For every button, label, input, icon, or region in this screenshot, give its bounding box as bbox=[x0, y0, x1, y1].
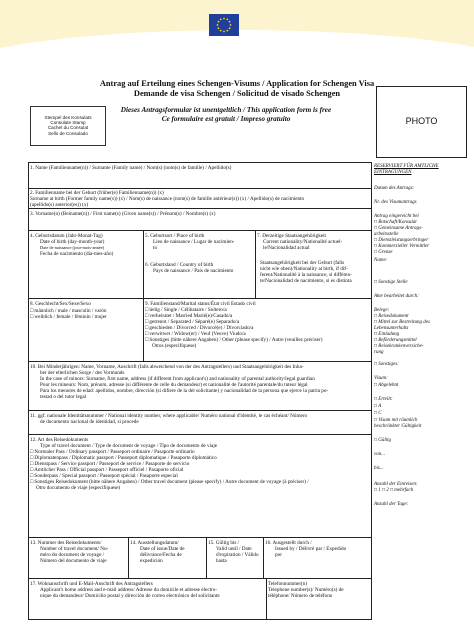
sidebar-name-label: Name: bbox=[374, 258, 388, 263]
visa-type-a-checkbox[interactable]: □ A bbox=[374, 404, 382, 409]
field-14-text: expedición bbox=[140, 558, 163, 564]
field-13-text: Número del documento de viaje bbox=[40, 558, 107, 564]
doc-travel-checkbox[interactable]: □ Reisedokument bbox=[374, 314, 409, 319]
field-7-text: le/Nacionalidad actual bbox=[263, 245, 310, 251]
submitted-embassy-checkbox[interactable]: □ Botschaft/Konsulat bbox=[374, 220, 417, 225]
field-7-text: Current nationality/Nationalité actuel- bbox=[263, 239, 343, 245]
visa-type-c-checkbox[interactable]: □ C bbox=[374, 411, 382, 416]
doc-insurance-checkbox[interactable]: □ Reisekrankenversiche- bbox=[374, 344, 424, 349]
field-13-doc-number[interactable]: 13. Nummer des Reisedokuments/ bbox=[30, 540, 102, 546]
field-15-text: d'expiration / Válido bbox=[216, 552, 259, 558]
field-14-text: délivrance/Fecha de bbox=[140, 552, 182, 558]
sex-male-checkbox[interactable]: □ männlich / male / masculin / varón bbox=[30, 308, 107, 314]
marital-married-checkbox[interactable]: □ verheiratet / Married Marié(e)/Casado/a bbox=[145, 313, 233, 319]
field-1-surname[interactable]: 1. Name (Familienname(n)) / Surname (Family name) / Nom(s) (nom(s) de famille) / Apellido(s) bbox=[30, 165, 232, 171]
visa-refused-checkbox[interactable]: □ Abgelehnt bbox=[374, 383, 399, 388]
marital-separated-checkbox[interactable]: □ getrennt / Separated / Séparé(e) Separado/a bbox=[145, 319, 240, 325]
row-divider bbox=[28, 361, 372, 362]
visa-issued-checkbox[interactable]: □ Erteilt: bbox=[374, 397, 393, 402]
submitted-other-checkbox[interactable]: □ Sonstige Stelle bbox=[374, 280, 408, 285]
stamp-line: Sello de Consulado bbox=[48, 130, 88, 136]
form-subtitle: Demande de visa Schengen / Solicitud de visado Schengen bbox=[133, 89, 341, 98]
col-divider bbox=[263, 537, 264, 578]
sidebar-text: rung bbox=[374, 350, 384, 355]
row-divider bbox=[28, 578, 372, 579]
field-17-home-address[interactable]: 17. Wohnanschrift und E-Mail-Anschrift des Antragstellers bbox=[30, 581, 153, 587]
valid-to-field[interactable]: bis... bbox=[374, 466, 384, 471]
field-16-issued-by[interactable]: 16. Ausgestellt durch / bbox=[265, 540, 312, 546]
marital-single-checkbox[interactable]: □ ledig / Single / Célibataire / Soltero/a bbox=[145, 307, 227, 313]
field-2-surname-at-birth[interactable]: 2. Familienname bei der Geburt (früher(e) Familienname(n)) (x) bbox=[30, 190, 164, 196]
row-divider bbox=[28, 298, 372, 299]
photo-label: PHOTO bbox=[405, 116, 438, 126]
field-12-text: Otro documento de viaje (especifíquese) bbox=[36, 485, 121, 491]
eu-flag-stars bbox=[209, 14, 239, 36]
doc-diplomatic-passport-checkbox[interactable]: □ Diplomatenpass / Diplomatic passport / Passeport diplomatique / Pasaporte diplomático bbox=[30, 455, 217, 461]
sidebar-heading: EINTRAGUNGEN bbox=[374, 170, 412, 175]
field-10-text: Pour les mineurs: Nom, prénom, adresse (si différente de celle du demandeur) et nationalité de l'autorité parentale/du tuteur légal bbox=[40, 382, 308, 388]
field-2-text: (apellido(s) anterior(es)) (x) bbox=[30, 202, 89, 208]
field-17-text: nique du demandeur/ Domicilio postal y dirección de correo electrónico del solicitante bbox=[40, 593, 220, 599]
field-10-text: ber der elterlichen Sorge / des Vormunds bbox=[40, 370, 125, 376]
doc-other-checkbox[interactable]: □ Sonstiges Reisedokument (bitte nähere Angaben) / Other travel document (please specify) / Autre document de voyage (à préciser) / bbox=[30, 479, 309, 485]
stamp-line: Stempel des Konsulats bbox=[44, 115, 92, 120]
stamp-line: Cachet du Consulat bbox=[47, 125, 89, 131]
field-2-text: Surname at birth (Former family name(s)) (x) / Nom(s) de naissance (nom(s) de famille antérieur(s)) (x) / Apellido(s) de nacimiento bbox=[30, 196, 305, 202]
col-divider bbox=[143, 298, 144, 361]
submitted-provider-checkbox[interactable]: □ Dienstleistungserbringer bbox=[374, 238, 429, 243]
field-16-text: por bbox=[275, 552, 282, 558]
free-form-notice-2: Ce formulaire est gratuit / Impreso gratuito bbox=[161, 115, 291, 123]
field-6-text: Pays de naissance / País de nacimiento bbox=[153, 268, 234, 274]
col-divider bbox=[206, 537, 207, 578]
field-10-text: testad o del tutor legal bbox=[40, 394, 87, 400]
field-10-text: In the case of minors: Surname, first name, address (if different from applicant's) and nationality of parental authority/legal guardian bbox=[40, 376, 315, 382]
field-12-text: Type of travel document / Type de document de voyage / Tipo de documento de viaje bbox=[40, 443, 218, 449]
field-14-text: Date of issue/Date de bbox=[140, 546, 185, 552]
col-divider bbox=[255, 230, 256, 298]
field-15-text: Valid until / Date bbox=[216, 546, 252, 552]
field-4-date-of-birth[interactable]: 4. Geburtsdatum (Jahr-Monat-Tag) bbox=[30, 233, 103, 239]
marital-widow-checkbox[interactable]: □ verwitwet / Widow(er) / Veuf (Veuve) Viudo/a bbox=[145, 331, 246, 337]
photo-box[interactable] bbox=[376, 86, 467, 158]
file-handled-by-label[interactable]: Akte bearbeitet durch: bbox=[374, 294, 419, 299]
field-7-text: ferent/Nationalité à la naissance, si différen- bbox=[260, 272, 352, 278]
marital-other-checkbox[interactable]: □ Sonstiges (bitte nähere Angaben) / Other (please specify) / Autre (veuillez préciser) bbox=[145, 337, 323, 343]
submitted-at-label: Antrag eingereicht bei bbox=[374, 214, 419, 219]
sidebar-text: arbeitsstelle bbox=[374, 232, 399, 237]
field-15-text: hasta bbox=[216, 558, 227, 564]
doc-invitation-checkbox[interactable]: □ Einladung bbox=[374, 332, 400, 337]
field-7-text: te/Nacionalidad de nacimiento, si es distinta bbox=[260, 278, 352, 284]
field-12-travel-doc-type: 12. Art des Reisedokuments bbox=[30, 437, 89, 443]
row-divider bbox=[28, 410, 372, 411]
row-divider bbox=[28, 434, 372, 435]
field-5-place-of-birth[interactable]: 5. Geburtsort / Place of birth bbox=[145, 233, 205, 239]
doc-transport-checkbox[interactable]: □ Beförderungsmittel bbox=[374, 338, 417, 343]
free-form-notice: Dieses Antragsformular ist unentgeltlich / This application form is free bbox=[120, 106, 332, 114]
eu-flag-icon bbox=[209, 14, 239, 36]
stamp-line: Consulate Stamp bbox=[50, 120, 86, 126]
doc-means-checkbox[interactable]: □ Mittel zur Bestreitung des bbox=[374, 320, 430, 325]
marital-divorced-checkbox[interactable]: □ geschieden / Divorced / Divorcé(e) / Divorciado/a bbox=[145, 325, 254, 331]
sidebar-heading: RESERVIERT FÜR AMTLICHE bbox=[374, 164, 439, 169]
field-5-text: to bbox=[153, 245, 158, 251]
field-6-country-of-birth[interactable]: 6. Geburtsland / Country of birth bbox=[145, 262, 214, 268]
field-7-nationality[interactable]: 7. Derzeitige Staatsangehörigkeit bbox=[257, 233, 326, 239]
sex-female-checkbox[interactable]: □ weiblich / female / féminin / mujer bbox=[30, 314, 107, 320]
form-title: Antrag auf Erteilung eines Schengen-Visums / Application for Schengen Visa bbox=[99, 79, 375, 88]
documents-label: Belege: bbox=[374, 308, 390, 313]
application-date-label[interactable]: Datum des Antrags: bbox=[374, 186, 415, 191]
doc-official-passport-checkbox[interactable]: □ Amtlicher Pass / Official passport / Passeport officiel / Pasaporte oficial bbox=[30, 467, 184, 473]
field-10-text: Para los menores de edad: apellidos, nombre, dirección (si difiere de la del solicitante) y nacionalidad de la persona que ejerce la patria po- bbox=[40, 388, 329, 394]
field-9-marital-status: 9. Familienstand/Marital status/État civil Estado civil bbox=[145, 301, 256, 307]
sidebar-text: beschränkter Gültigkeit bbox=[374, 424, 422, 429]
row-divider bbox=[28, 230, 372, 231]
submitted-common-centre-checkbox[interactable]: □ Gemeinsame Antrags- bbox=[374, 226, 423, 231]
number-of-days-field[interactable]: Anzahl der Tage: bbox=[374, 502, 409, 507]
field-4-text: Date de naissance (jour-mois-année) bbox=[40, 245, 105, 250]
doc-ordinary-passport-checkbox[interactable]: □ Normaler Pass / Ordinary passport / Passeport ordinaire / Pasaporte ordinario bbox=[30, 449, 195, 455]
doc-other-checkbox[interactable]: □ Sonstiges: bbox=[374, 362, 399, 367]
col-divider bbox=[128, 537, 129, 578]
visa-decision-label: Visum: bbox=[374, 376, 388, 381]
field-15-valid-until[interactable]: 15. Gültig bis / bbox=[208, 540, 240, 546]
field-5-text: Lieu de naissance / Lugar de nacimien- bbox=[153, 239, 235, 245]
doc-special-passport-checkbox[interactable]: □ Sonderpass / Special passport / Passeport spécial / Pasaporte especial bbox=[30, 473, 178, 479]
field-14-date-of-issue[interactable]: 14. Ausstellungsdatum/ bbox=[130, 540, 179, 546]
field-16-text: Issued by / Délivré par / Expedido bbox=[275, 546, 347, 552]
field-10-minors[interactable]: 10. Bei Minderjährigen: Name, Vorname, Anschrift (falls abweichend von der des Antragstellers) und Staatsangehörigkeit des Inha- bbox=[30, 364, 304, 370]
field-7-text: nicht wie oben)/Nationality at birth, if dif- bbox=[260, 266, 348, 272]
official-use-sidebar bbox=[374, 164, 468, 620]
col-divider bbox=[266, 578, 267, 620]
field-4-text: Fecha de nacimiento (día-mes-año) bbox=[40, 251, 114, 257]
visa-application-number[interactable]: Nr. des Visumantrags bbox=[374, 200, 417, 205]
field-11-text: de documento nacional de identidad, si procede bbox=[40, 419, 139, 425]
field-3-first-name[interactable]: 3. Vorname(n) (Beiname(n)) / First name(s) (Given name(s)) / Prénom(s) / Nombre(s) (x) bbox=[30, 211, 216, 217]
visa-ltv-checkbox[interactable]: □ Visum mit räumlich bbox=[374, 418, 418, 423]
field-7-text: Staatsangehörigkeit bei der Geburt (falls bbox=[260, 260, 345, 266]
consulate-stamp-box bbox=[30, 106, 106, 146]
field-11-national-id[interactable]: 11. ggf. nationale Identitätsnummer / National identity number, where applicable/ Numéro national d'identité, le cas échéant/ Número bbox=[30, 413, 308, 419]
field-8-sex: 8. Geschlecht/Sex/Sexe/Sexo bbox=[30, 301, 91, 307]
field-17-text: Applicant's home address and e-mail address/ Adresse du domicile et adresse électro- bbox=[40, 587, 218, 593]
field-13-text: Number of travel document/ Nu- bbox=[40, 546, 109, 552]
row-divider bbox=[28, 188, 372, 189]
row-divider bbox=[28, 537, 372, 538]
telephone-text: téléphone/ Número de teléfono bbox=[268, 593, 333, 599]
submitted-border-checkbox[interactable]: □ Grenze bbox=[374, 250, 393, 255]
submitted-intermediary-checkbox[interactable]: □ Kommerzieller Vermittler bbox=[374, 244, 430, 249]
field-4-text: Date of birth (day-month-year) bbox=[40, 239, 105, 245]
visa-valid-checkbox[interactable]: □ Gültig bbox=[374, 438, 392, 443]
number-of-entries-label: Anzahl der Einreisen: bbox=[374, 482, 418, 487]
sidebar-text: Lebensunterhalts bbox=[374, 326, 409, 331]
field-13-text: méro du document de voyage / bbox=[40, 552, 105, 558]
col-divider bbox=[143, 230, 144, 298]
valid-from-field[interactable]: von... bbox=[374, 452, 385, 457]
telephone-field[interactable]: Telefonnummer(n) bbox=[268, 581, 308, 587]
field-9-text: Otros (especifíquese) bbox=[152, 343, 197, 349]
telephone-text: Telephone number(s)/ Numéro(s) de bbox=[268, 587, 344, 593]
doc-service-passport-checkbox[interactable]: □ Dienstpass / Service passport / Passeport de service / Pasaporte de servicio bbox=[30, 461, 190, 467]
number-of-entries-options[interactable]: □ 1 □ 2 □ mehrfach bbox=[374, 488, 414, 493]
